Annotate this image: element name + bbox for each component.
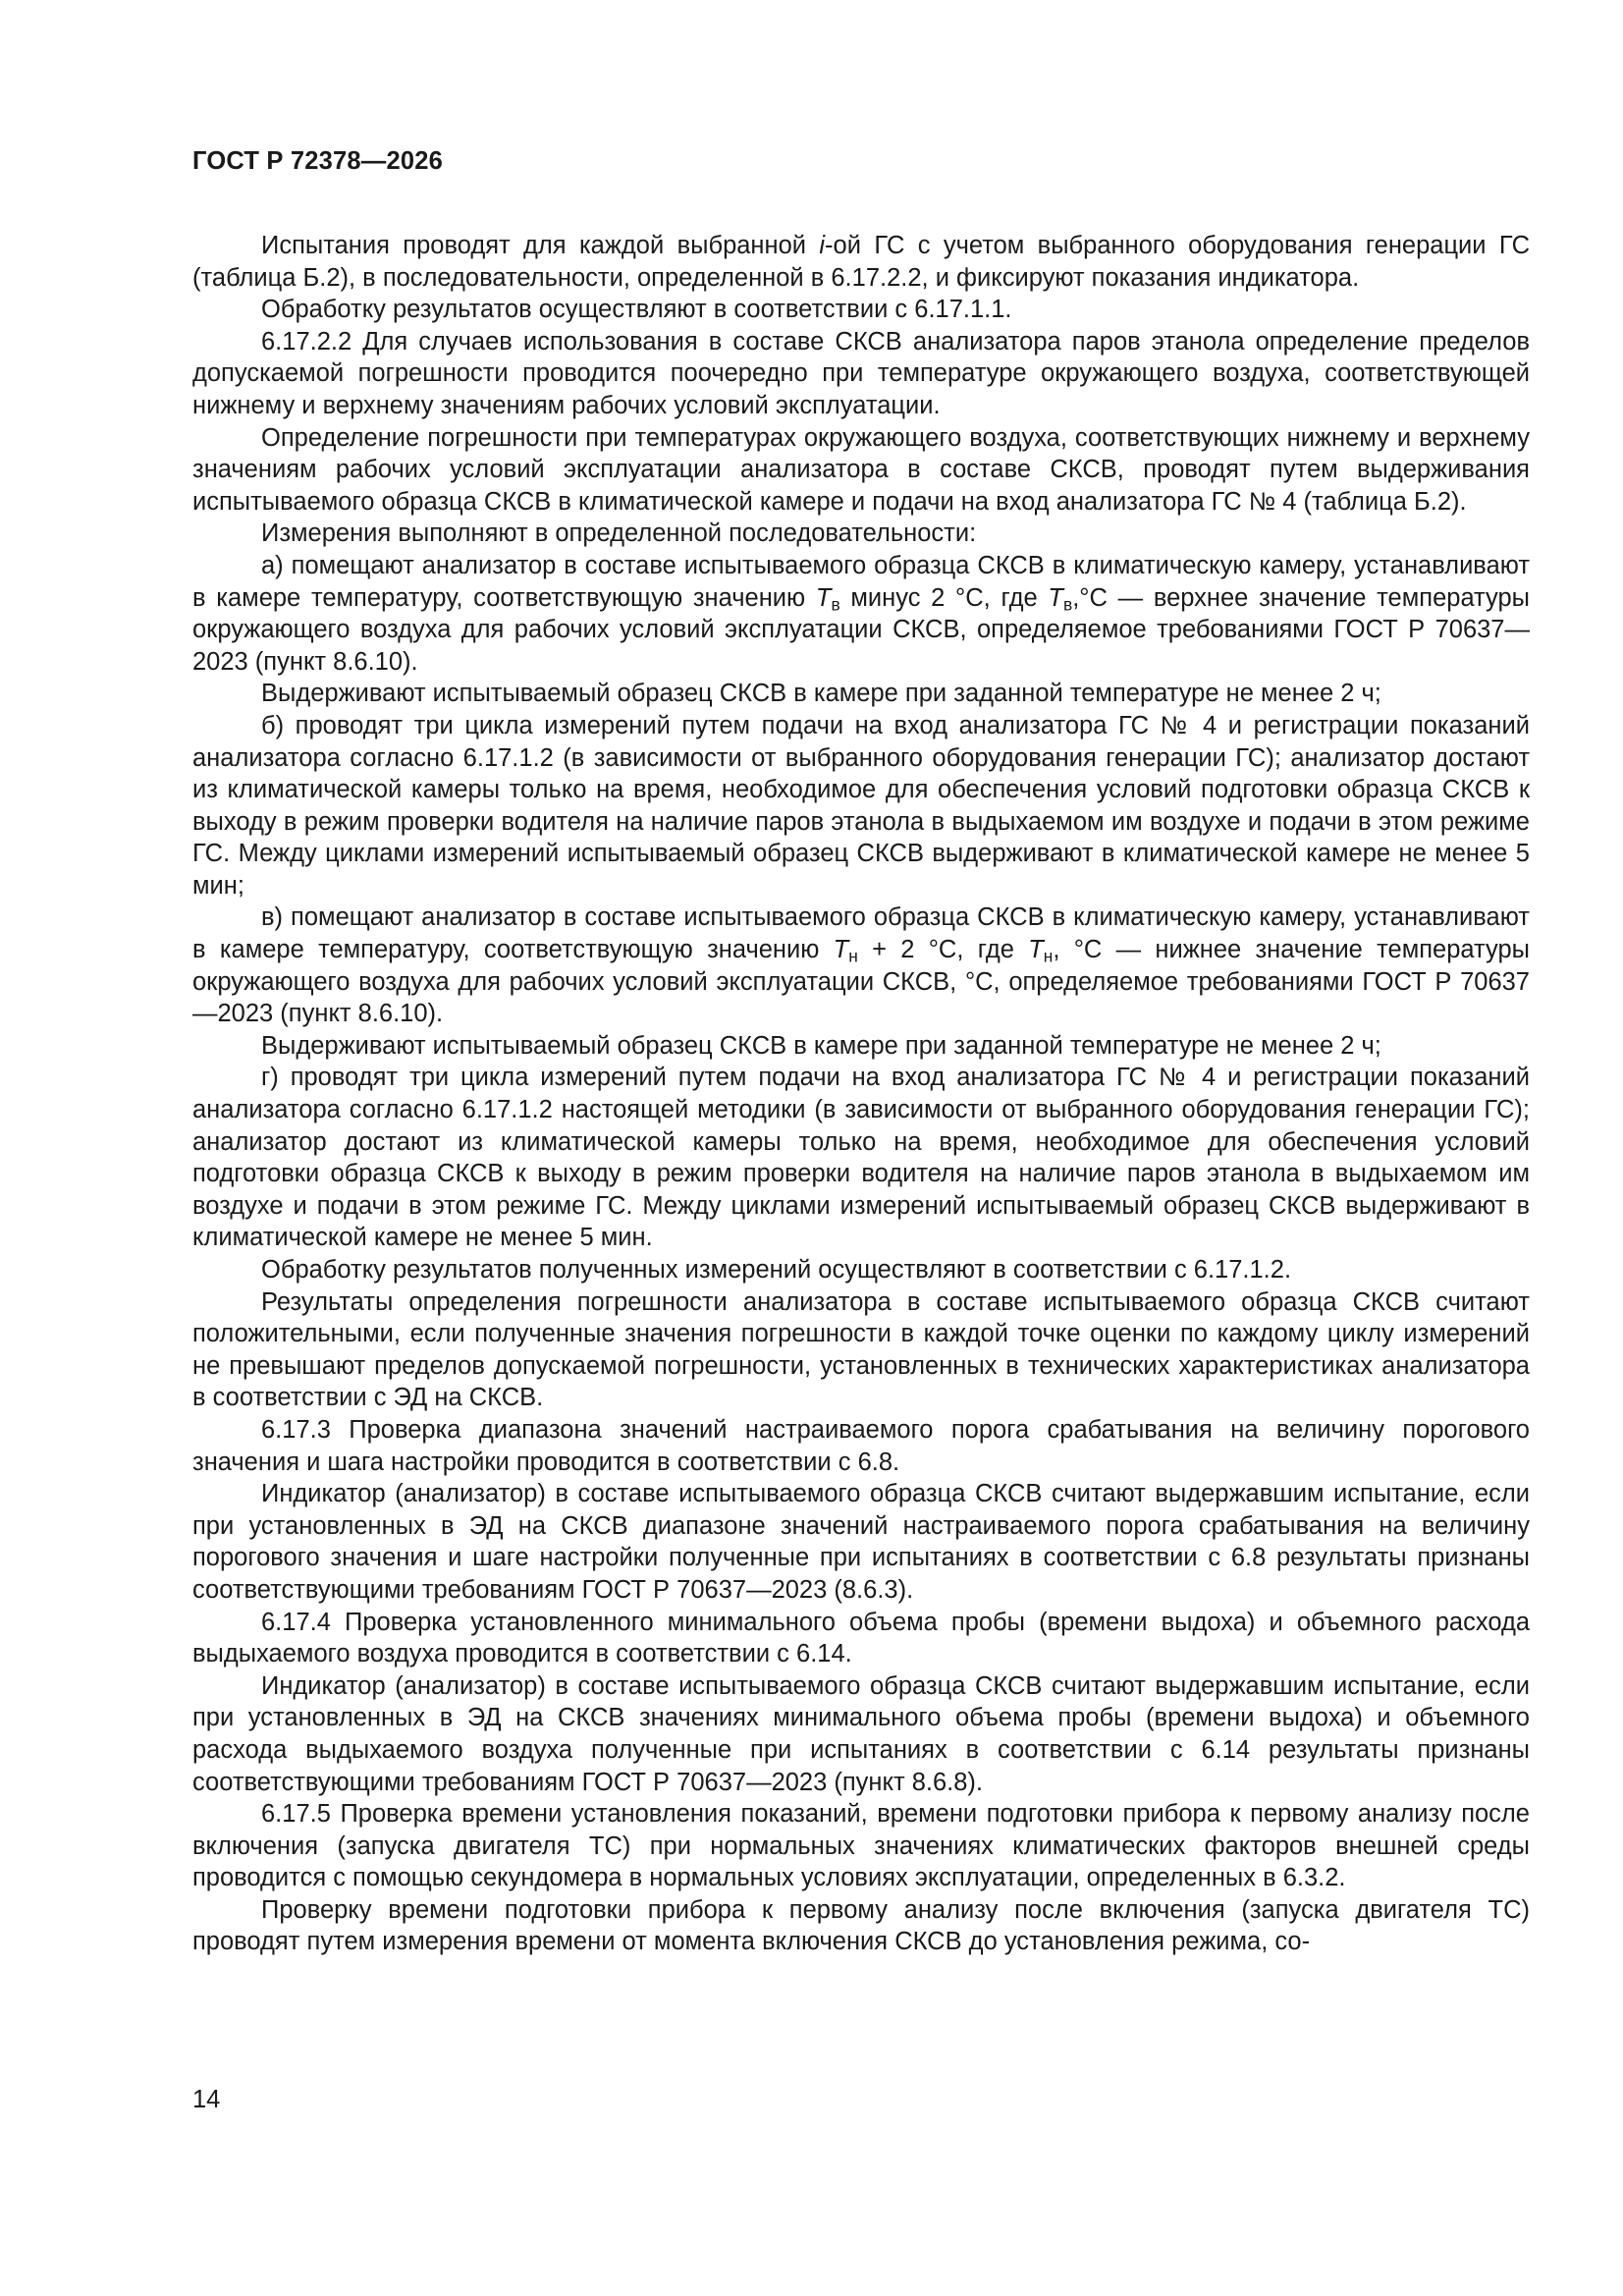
paragraph — [192, 1030, 1530, 1063]
paragraph-text: б) проводят три цикла измерений путем подачи на вход анализатора ГС № 4 и регистрации показаний анализатора согласно 6.17.1.2 (в зависимости от выбранного оборудования генерации ГС); анализатор достают из климатической камеры только на время, необходимое для обеспечения условий подготовки образца СКСВ к выходу в режим проверки водителя на наличие паров этанола в выдыхаемом им воздухе и подачи в этом режиме ГС. Между циклами измерений испытываемый образец СКСВ выдерживают в климатической камере не менее 5 мин; — [192, 711, 1530, 900]
document-body — [192, 230, 1530, 1958]
paragraph-text: Обработку результатов осуществляют в соответствии с 6.17.1.1. — [261, 296, 1012, 324]
paragraph — [192, 1607, 1530, 1670]
paragraph-text: Индикатор (анализатор) в составе испытываемого образца СКСВ считают выдержавшим испытание, если при установленных в ЭД на СКСВ диапазоне значений настраиваемого порога срабатывания на величину порогового значения и шаге настройки полученные при испытаниях в соответствии с 6.8 результаты признаны соответствующими требованиям ГОСТ Р 70637—2023 (8.6.3). — [192, 1480, 1530, 1604]
paragraph — [192, 1286, 1530, 1414]
subscript: н — [848, 946, 858, 966]
paragraph-text: Выдерживают испытываемый образец СКСВ в камере при заданной температуре не менее 2 ч; — [261, 680, 1381, 708]
subscript: в — [1062, 593, 1073, 614]
paragraph — [192, 1414, 1530, 1478]
paragraph-text: 6.17.2.2 Для случаев использования в составе СКСВ анализатора паров этанола определение пределов допускаемой погрешности проводится поочередно при температуре окружающего воздуха, соответствующей нижнему и верхнему значениям рабочих условий эксплуатации. — [192, 327, 1530, 419]
paragraph — [192, 326, 1530, 422]
paragraph — [192, 1478, 1530, 1606]
paragraph-text: г) проводят три цикла измерений путем подачи на вход анализатора ГС № 4 и регистрации показаний анализатора согласно 6.17.1.2 настоящей методики (в зависимости от выбранного оборудования генерации ГС); анализатор достают из климатической камеры только на время, необходимое для обеспечения условий подготовки образца СКСВ к выходу в режим проверки водителя на наличие паров этанола в выдыхаемом им воздухе и подачи в этом режиме ГС. Между циклами измерений испытываемый образец СКСВ выдерживают в климатической камере не менее 5 мин. — [192, 1064, 1530, 1252]
paragraph-text: в) помещают анализатор в составе испытываемого образца СКСВ в климатическую камеру, устанавливают в камере температуру, соответствующую значению — [192, 903, 1530, 964]
paragraph-text: Измерения выполняют в определенной последовательности: — [261, 519, 977, 548]
paragraph — [192, 550, 1530, 678]
paragraph — [192, 1798, 1530, 1894]
italic-text: Т — [1048, 583, 1063, 612]
paragraph — [192, 518, 1530, 550]
italic-text: Т — [1028, 936, 1044, 964]
paragraph-text: ,°С — верхнее значение температуры окружающего воздуха для рабочих условий эксплуатации СКСВ, определяемое требованиями ГОСТ Р 70637—2023 (пункт 8.6.10). — [192, 583, 1531, 676]
italic-text: Т — [815, 583, 832, 612]
document-page — [192, 147, 1530, 1958]
italic-text: i — [819, 232, 826, 259]
paragraph-text: а) помещают анализатор в составе испытываемого образца СКСВ в климатическую камеру, устанавливают в камере температуру, соответствующую значению — [192, 551, 1530, 612]
paragraph — [192, 1062, 1530, 1254]
paragraph — [192, 1894, 1530, 1958]
paragraph-text: + 2 °С, где — [857, 936, 1029, 964]
paragraph — [192, 230, 1530, 294]
paragraph — [192, 1254, 1530, 1286]
paragraph-text: Проверку времени подготовки прибора к первому анализу после включения (запуска двигателя ТС) проводят путем измерения времени от момента включения СКСВ до установления режима, со- — [192, 1895, 1530, 1956]
paragraph-text: Индикатор (анализатор) в составе испытываемого образца СКСВ считают выдержавшим испытание, если при установленных в ЭД на СКСВ значениях минимального объема пробы (времени выдоха) и объемного расхода выдыхаемого воздуха полученные при испытаниях в соответствии с 6.14 результаты признаны соответствующими требованиям ГОСТ Р 70637—2023 (пункт 8.6.8). — [192, 1671, 1530, 1796]
paragraph-text: 6.17.5 Проверка времени установления показаний, времени подготовки прибора к первому анализу после включения (запуска двигателя ТС) при нормальных значениях климатических факторов внешней среды проводится с помощью секундомера в нормальных условиях эксплуатации, определенных в 6.3.2. — [192, 1800, 1530, 1892]
standard-code-header: ГОСТ Р 72378—2026 — [192, 147, 444, 175]
paragraph-text: Результаты определения погрешности анализатора в составе испытываемого образца СКСВ считают положительными, если полученные значения погрешности в каждой точке оценки по каждому циклу измерений не превышают пределов допускаемой погрешности, установленных в технических характеристиках анализатора в соответствии с ЭД на СКСВ. — [192, 1287, 1530, 1412]
subscript: в — [831, 593, 840, 614]
paragraph-text: -ой ГС с учетом выбранного оборудования генерации ГС (таблица Б.2), в последовательности, определенной в 6.17.2.2, и фиксируют показания индикатора. — [192, 232, 1530, 292]
paragraph — [192, 422, 1530, 519]
italic-text: Т — [833, 936, 849, 964]
paragraph — [192, 294, 1530, 326]
paragraph-text: Испытания проводят для каждой выбранной — [261, 232, 820, 259]
subscript: н — [1043, 946, 1054, 966]
paragraph — [192, 678, 1530, 710]
paragraph-text: 6.17.4 Проверка установленного минимального объема пробы (времени выдоха) и объемного расхода выдыхаемого воздуха проводится в соответствии с 6.14. — [192, 1608, 1530, 1668]
paragraph — [192, 710, 1530, 902]
paragraph — [192, 1670, 1530, 1798]
paragraph-text: 6.17.3 Проверка диапазона значений настраиваемого порога срабатывания на величину порогового значения и шага настройки проводится в соответствии с 6.8. — [192, 1415, 1530, 1476]
paragraph-text: , °С — нижнее значение температуры окружающего воздуха для рабочих условий эксплуатации СКСВ, °С, определяемое требованиями ГОСТ Р 70637—2023 (пункт 8.6.10). — [192, 936, 1530, 1028]
page-number: 14 — [192, 2086, 221, 2113]
paragraph-text: Определение погрешности при температурах окружающего воздуха, соответствующих нижнему и верхнему значениям рабочих условий эксплуатации анализатора в составе СКСВ, проводят путем выдерживания испытываемого образца СКСВ в климатической камере и подачи на вход анализатора ГС № 4 (таблица Б.2). — [192, 423, 1530, 516]
paragraph — [192, 902, 1530, 1029]
paragraph-text: Обработку результатов полученных измерений осуществляют в соответствии с 6.17.1.2. — [261, 1256, 1292, 1284]
paragraph-text: Выдерживают испытываемый образец СКСВ в камере при заданной температуре не менее 2 ч; — [261, 1031, 1381, 1060]
paragraph-text: минус 2 °С, где — [839, 583, 1049, 612]
